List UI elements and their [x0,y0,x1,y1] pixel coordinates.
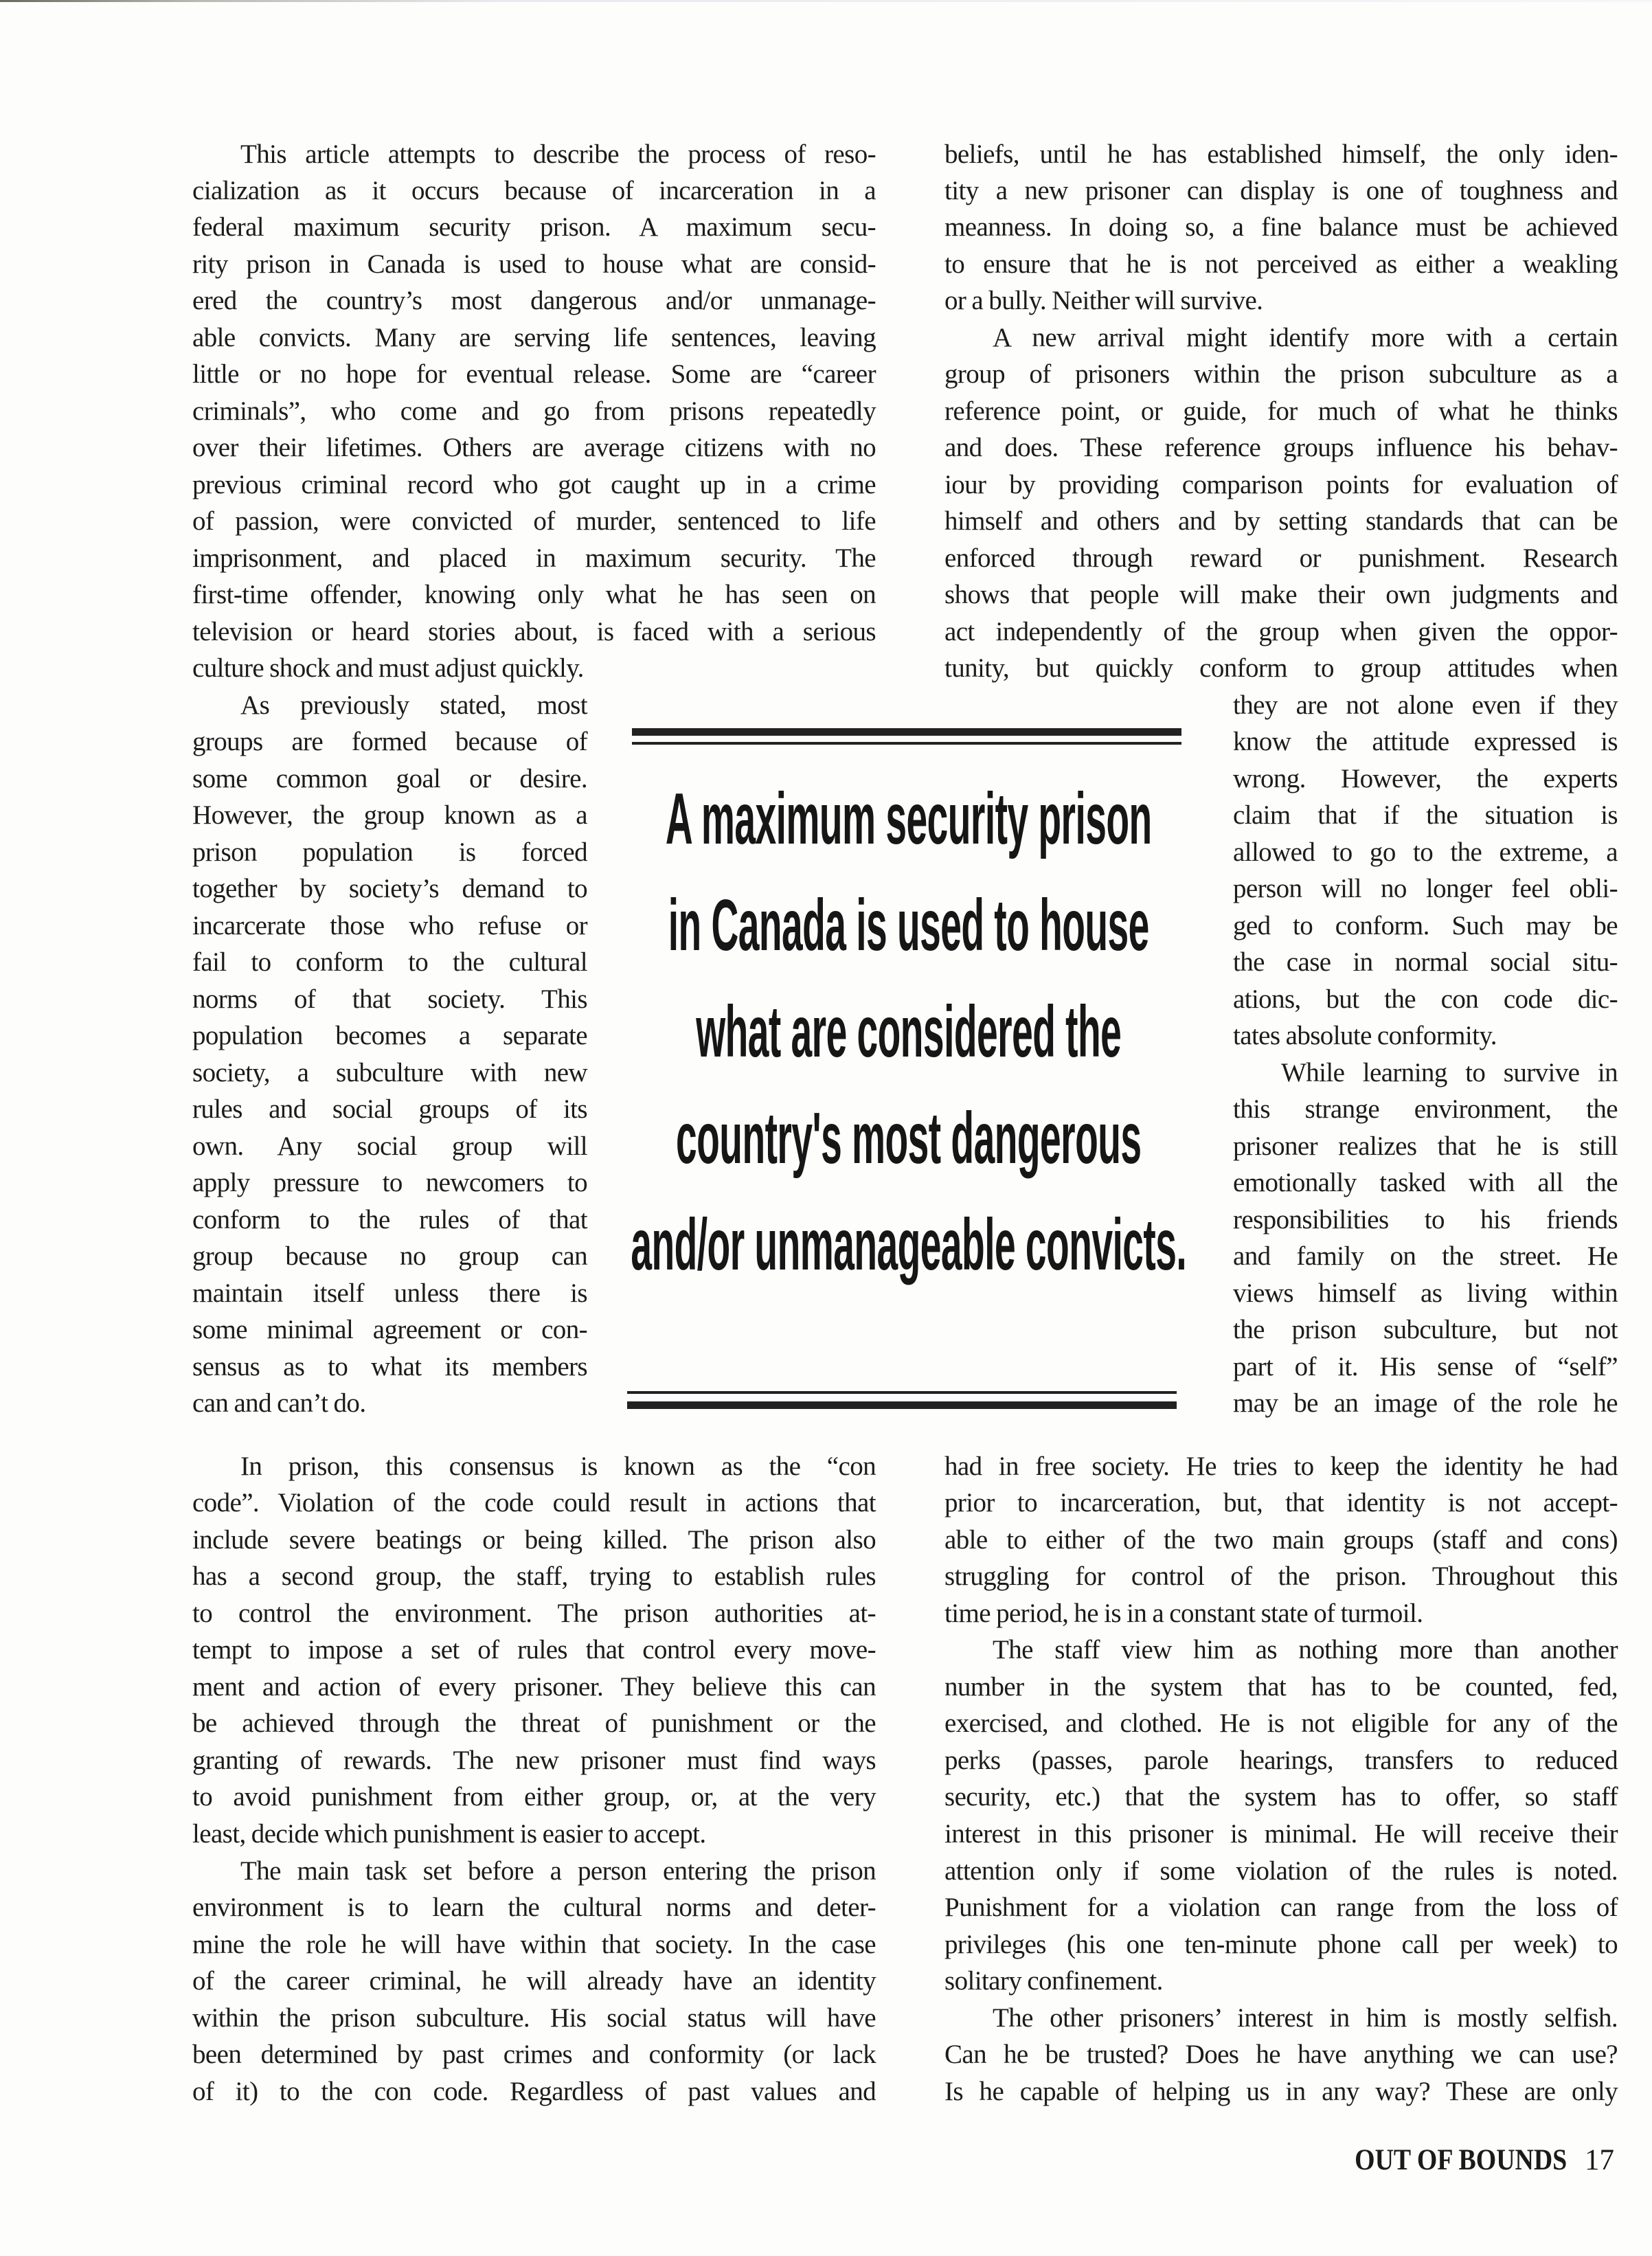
paragraph-line: conform to the rules of that [192,1205,587,1234]
paragraph-line: able to either of the two main groups (staff and cons) [944,1525,1618,1555]
paragraph-line: tates absolute conformity. [1233,1021,1497,1050]
paragraph-line: rules and social groups of its [192,1094,587,1124]
magazine-name: OUT OF BOUNDS [1354,2144,1567,2176]
paragraph-line: However, the group known as a [192,800,587,830]
paragraph-line: A new arrival might identify more with a certain [993,323,1618,352]
paragraph-line: prison population is forced [192,837,587,867]
paragraph-line: number in the system that has to be counted, fed, [944,1672,1618,1702]
paragraph-line: to ensure that he is not perceived as either a weakling [944,249,1618,279]
paragraph-line: some common goal or desire. [192,764,587,793]
paragraph-line: act independently of the group when given the oppor- [944,617,1618,646]
paragraph-line: has a second group, the staff, trying to establish rules [192,1561,876,1591]
paragraph-line: tunity, but quickly conform to group attitudes when [944,653,1618,683]
paragraph-line: know the attitude expressed is [1233,727,1618,756]
paragraph-line: within the prison subculture. His social status will have [192,2003,876,2033]
paragraph-line: part of it. His sense of “self” [1233,1352,1618,1381]
paragraph-line: solitary confinement. [944,1966,1163,1996]
paragraph-line: emotionally tasked with all the [1233,1168,1618,1197]
pull-quote-line: what are considered the [696,991,1122,1072]
paragraph-line: together by society’s demand to [192,874,587,903]
paragraph-line: allowed to go to the extreme, a [1233,837,1618,867]
paragraph-line: ged to conform. Such may be [1233,911,1618,940]
paragraph-line: code”. Violation of the code could result in actions that [192,1488,876,1518]
paragraph-line: this strange environment, the [1233,1094,1618,1124]
pull-quote-bottom-rule-thin [627,1391,1177,1394]
paragraph-line: prior to incarceration, but, that identity is not accept- [944,1488,1618,1518]
page-number: 17 [1585,2144,1614,2176]
paragraph-line: maintain itself unless there is [192,1278,587,1308]
paragraph-line: As previously stated, most [240,690,587,720]
paragraph-line: to avoid punishment from either group, or, at the very [192,1782,876,1812]
paragraph-line: include severe beatings or being killed. The prison also [192,1525,876,1555]
paragraph-line: least, decide which punishment is easier to accept. [192,1819,706,1849]
paragraph-line: groups are formed because of [192,727,587,756]
paragraph-line: little or no hope for eventual release. Some are “career [192,359,876,389]
paragraph-line: television or heard stories about, is faced with a serious [192,617,876,646]
paragraph-line: tity a new prisoner can display is one of toughness and [944,176,1618,205]
paragraph-line: iour by providing comparison points for evaluation of [944,470,1618,499]
paragraph-line: sensus as to what its members [192,1352,587,1381]
paragraph-line: The other prisoners’ interest in him is mostly selfish. [993,2003,1618,2033]
paragraph-line: the case in normal social situ- [1233,947,1618,977]
paragraph-line: views himself as living within [1233,1278,1618,1308]
paragraph-line: of the career criminal, he will already have an identity [192,1966,876,1996]
paragraph-line: previous criminal record who got caught up in a crime [192,470,876,499]
paragraph-line: been determined by past crimes and conformity (or lack [192,2040,876,2069]
pull-quote-line: A maximum security prison [665,778,1152,859]
paragraph-line: criminals”, who come and go from prisons repeatedly [192,396,876,426]
paragraph-line: tempt to impose a set of rules that control every move- [192,1635,876,1665]
paragraph-line: shows that people will make their own judgments and [944,580,1618,609]
paragraph-line: beliefs, until he has established himself, the only iden- [944,139,1618,169]
paragraph-line: of it) to the con code. Regardless of past values and [192,2077,876,2106]
paragraph-line: ment and action of every prisoner. They believe this can [192,1672,876,1702]
paragraph-line: mine the role he will have within that society. In the case [192,1930,876,1959]
paragraph-line: and does. These reference groups influence his behav- [944,433,1618,462]
pull-quote-bottom-rule-thick [627,1401,1177,1409]
scan-edge [0,0,1652,2]
paragraph-line: The staff view him as nothing more than another [993,1635,1618,1665]
paragraph-line: granting of rewards. The new prisoner must find ways [192,1746,876,1775]
paragraph-line: society, a subculture with new [192,1058,587,1087]
paragraph-line: struggling for control of the prison. Throughout this [944,1561,1618,1591]
paragraph-line: exercised, and clothed. He is not eligible for any of the [944,1708,1618,1738]
paragraph-line: ations, but the con code dic- [1233,984,1618,1014]
pull-quote [615,728,1202,1415]
paragraph-line: wrong. However, the experts [1233,764,1618,793]
paragraph-line: of passion, were convicted of murder, sentenced to life [192,506,876,536]
page-footer [1326,2140,1614,2181]
paragraph-line: and family on the street. He [1233,1241,1618,1271]
paragraph-line: privileges (his one ten-minute phone call per week) to [944,1930,1618,1959]
paragraph-line: person will no longer feel obli- [1233,874,1618,903]
paragraph-line: In prison, this consensus is known as the “con [240,1452,876,1481]
paragraph-line: be achieved through the threat of punishment or the [192,1708,876,1738]
paragraph-line: federal maximum security prison. A maximum secu- [192,212,876,242]
pull-quote-top-rule-thin [632,742,1181,745]
paragraph-line: can and can’t do. [192,1388,366,1418]
paragraph-line: himself and others and by setting standards that can be [944,506,1618,536]
paragraph-line: incarcerate those who refuse or [192,911,587,940]
paragraph-line: own. Any social group will [192,1131,587,1161]
paragraph-line: or a bully. Neither will survive. [944,286,1263,315]
paragraph-line: perks (passes, parole hearings, transfers to reduced [944,1746,1618,1775]
pull-quote-text [631,766,1187,1298]
paragraph-line: group of prisoners within the prison subculture as a [944,359,1618,389]
pull-quote-line: in Canada is used to house [668,885,1149,966]
paragraph-line: ered the country’s most dangerous and/or unmanage- [192,286,876,315]
paragraph-line: to control the environment. The prison authorities at- [192,1599,876,1628]
paragraph-line: they are not alone even if they [1233,690,1618,720]
paragraph-line: environment is to learn the cultural norms and deter- [192,1893,876,1922]
paragraph-line: reference point, or guide, for much of what he thinks [944,396,1618,426]
paragraph-line: over their lifetimes. Others are average citizens with no [192,433,876,462]
paragraph-line: Is he capable of helping us in any way? These are only [944,2077,1618,2106]
pull-quote-line: country's most dangerous [676,1098,1142,1179]
paragraph-line: may be an image of the role he [1233,1388,1618,1418]
paragraph-line: Can he be trusted? Does he have anything we can use? [944,2040,1618,2069]
paragraph-line: attention only if some violation of the rules is noted. [944,1856,1618,1886]
paragraph-line: prisoner realizes that he is still [1233,1131,1618,1161]
paragraph-line: norms of that society. This [192,984,587,1014]
paragraph-line: security, etc.) that the system has to offer, so staff [944,1782,1618,1812]
paragraph-line: first-time offender, knowing only what he has seen on [192,580,876,609]
paragraph-line: interest in this prisoner is minimal. He will receive their [944,1819,1618,1849]
paragraph-line: had in free society. He tries to keep the identity he had [944,1452,1618,1481]
pull-quote-top-rule-thick [632,728,1181,736]
paragraph-line: meanness. In doing so, a fine balance must be achieved [944,212,1618,242]
paragraph-line: rity prison in Canada is used to house what are consid- [192,249,876,279]
paragraph-line: able convicts. Many are serving life sentences, leaving [192,323,876,352]
paragraph-line: responsibilities to his friends [1233,1205,1618,1234]
paragraph-line: enforced through reward or punishment. Research [944,543,1618,573]
paragraph-line: This article attempts to describe the process of reso- [240,139,876,169]
paragraph-line: Punishment for a violation can range from the loss of [944,1893,1618,1922]
pull-quote-line: and/or unmanageable convicts. [631,1204,1187,1285]
paragraph-line: population becomes a separate [192,1021,587,1050]
paragraph-line: cialization as it occurs because of incarceration in a [192,176,876,205]
paragraph-line: the prison subculture, but not [1233,1315,1618,1344]
paragraph-line: The main task set before a person entering the prison [240,1856,876,1886]
paragraph-line: fail to conform to the cultural [192,947,587,977]
paragraph-line: time period, he is in a constant state of turmoil. [944,1599,1423,1628]
paragraph-line: culture shock and must adjust quickly. [192,653,584,683]
paragraph-line: some minimal agreement or con- [192,1315,587,1344]
paragraph-line: claim that if the situation is [1233,800,1618,830]
paragraph-line: group because no group can [192,1241,587,1271]
paragraph-line: apply pressure to newcomers to [192,1168,587,1197]
paragraph-line: imprisonment, and placed in maximum security. The [192,543,876,573]
paragraph-line: While learning to survive in [1281,1058,1618,1087]
